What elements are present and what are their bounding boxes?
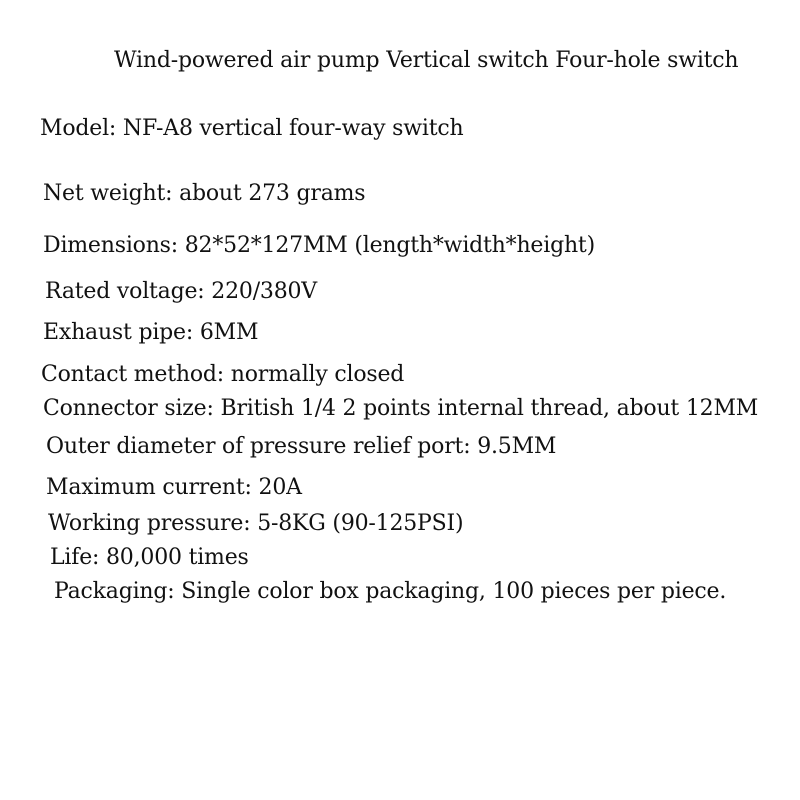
spec-contact-method: Contact method: normally closed: [41, 362, 405, 387]
spec-exhaust-pipe: Exhaust pipe: 6MM: [43, 320, 259, 345]
product-title: Wind-powered air pump Vertical switch Four-hole switch: [114, 48, 739, 73]
spec-max-current: Maximum current: 20A: [46, 475, 302, 500]
spec-life: Life: 80,000 times: [50, 545, 249, 570]
spec-rated-voltage: Rated voltage: 220/380V: [45, 279, 317, 304]
spec-relief-port: Outer diameter of pressure relief port: 9.5MM: [46, 434, 557, 459]
spec-dimensions: Dimensions: 82*52*127MM (length*width*height): [43, 233, 595, 258]
spec-connector-size: Connector size: British 1/4 2 points internal thread, about 12MM: [43, 396, 759, 421]
spec-net-weight: Net weight: about 273 grams: [43, 181, 366, 206]
spec-model: Model: NF-A8 vertical four-way switch: [40, 116, 464, 141]
spec-packaging: Packaging: Single color box packaging, 100 pieces per piece.: [54, 579, 727, 604]
spec-working-pressure: Working pressure: 5-8KG (90-125PSI): [48, 511, 464, 536]
